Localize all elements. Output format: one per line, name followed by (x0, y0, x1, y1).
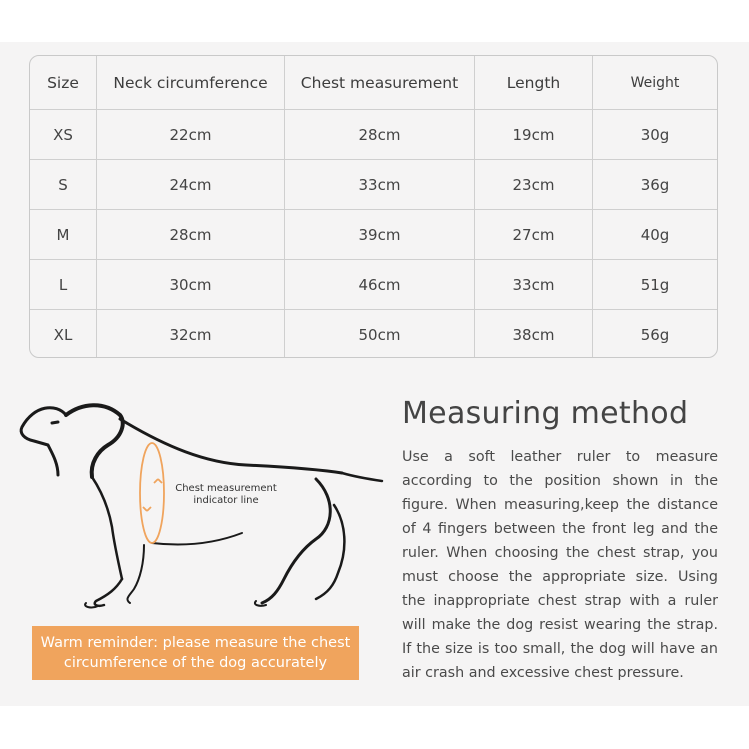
cell-neck: 24cm (96, 160, 284, 209)
dog-front-leg (95, 579, 122, 606)
chest-measurement-indicator (140, 443, 164, 543)
cell-weight: 40g (592, 210, 717, 259)
cell-neck: 32cm (96, 310, 284, 358)
cell-weight: 56g (592, 310, 717, 358)
cell-length: 19cm (474, 110, 592, 159)
dog-head-outline (21, 408, 66, 475)
cell-weight: 30g (592, 110, 717, 159)
cell-length: 23cm (474, 160, 592, 209)
header-weight: Weight (592, 56, 717, 109)
cell-length: 27cm (474, 210, 592, 259)
reminder-line2: circumference of the dog accurately (63, 655, 328, 671)
reminder-line1: Warm reminder: please measure the chest (40, 635, 351, 651)
header-size: Size (47, 73, 79, 92)
header-chest: Chest measurement (284, 56, 474, 109)
table-row (30, 109, 717, 159)
cell-chest: 39cm (284, 210, 474, 259)
dog-tail-outline (342, 473, 382, 481)
cell-size: L (58, 275, 68, 294)
cell-size: XL (53, 325, 73, 344)
cell-chest: 33cm (284, 160, 474, 209)
table-row (30, 259, 717, 309)
table-row (30, 209, 717, 259)
header-neck: Neck circumference (96, 56, 284, 109)
dog-chest-outline (92, 477, 122, 579)
cell-size: XS (53, 125, 73, 144)
indicator-label-line2: indicator line (193, 495, 259, 506)
dog-back-outline (120, 419, 342, 473)
size-chart-table (29, 55, 718, 358)
cell-chest: 28cm (284, 110, 474, 159)
cell-neck: 30cm (96, 260, 284, 309)
chest-indicator-label (166, 483, 286, 507)
dog-ear-outline (66, 405, 123, 477)
dog-front-leg-inner (127, 545, 144, 603)
table-row (30, 159, 717, 209)
cell-length: 38cm (474, 310, 592, 358)
measuring-method-text: Use a soft leather ruler to measure according to the position shown in the figure. When measuring,keep the distance of 4 fingers between the front leg and the ruler. When choosing the chest strap, you must choose the appropriate size. Using the inappropriate chest strap with a ruler will make the dog resist wearing the strap. If the size is too small, the dog will have an air crash and excessive chest pressure. (402, 449, 718, 681)
cell-length: 33cm (474, 260, 592, 309)
cell-chest: 46cm (284, 260, 474, 309)
table-row (30, 309, 717, 358)
warm-reminder-banner (32, 626, 359, 680)
cell-chest: 50cm (284, 310, 474, 358)
cell-weight: 51g (592, 260, 717, 309)
table-header-row (30, 56, 717, 109)
cell-size: S (58, 175, 68, 194)
cell-weight: 36g (592, 160, 717, 209)
measuring-method-title: Measuring method (402, 396, 689, 431)
header-length: Length (474, 56, 592, 109)
cell-neck: 22cm (96, 110, 284, 159)
cell-neck: 28cm (96, 210, 284, 259)
dog-belly-outline (152, 533, 242, 545)
indicator-label-line1: Chest measurement (175, 483, 277, 494)
cell-size: M (56, 225, 70, 244)
dog-eye (52, 422, 58, 423)
